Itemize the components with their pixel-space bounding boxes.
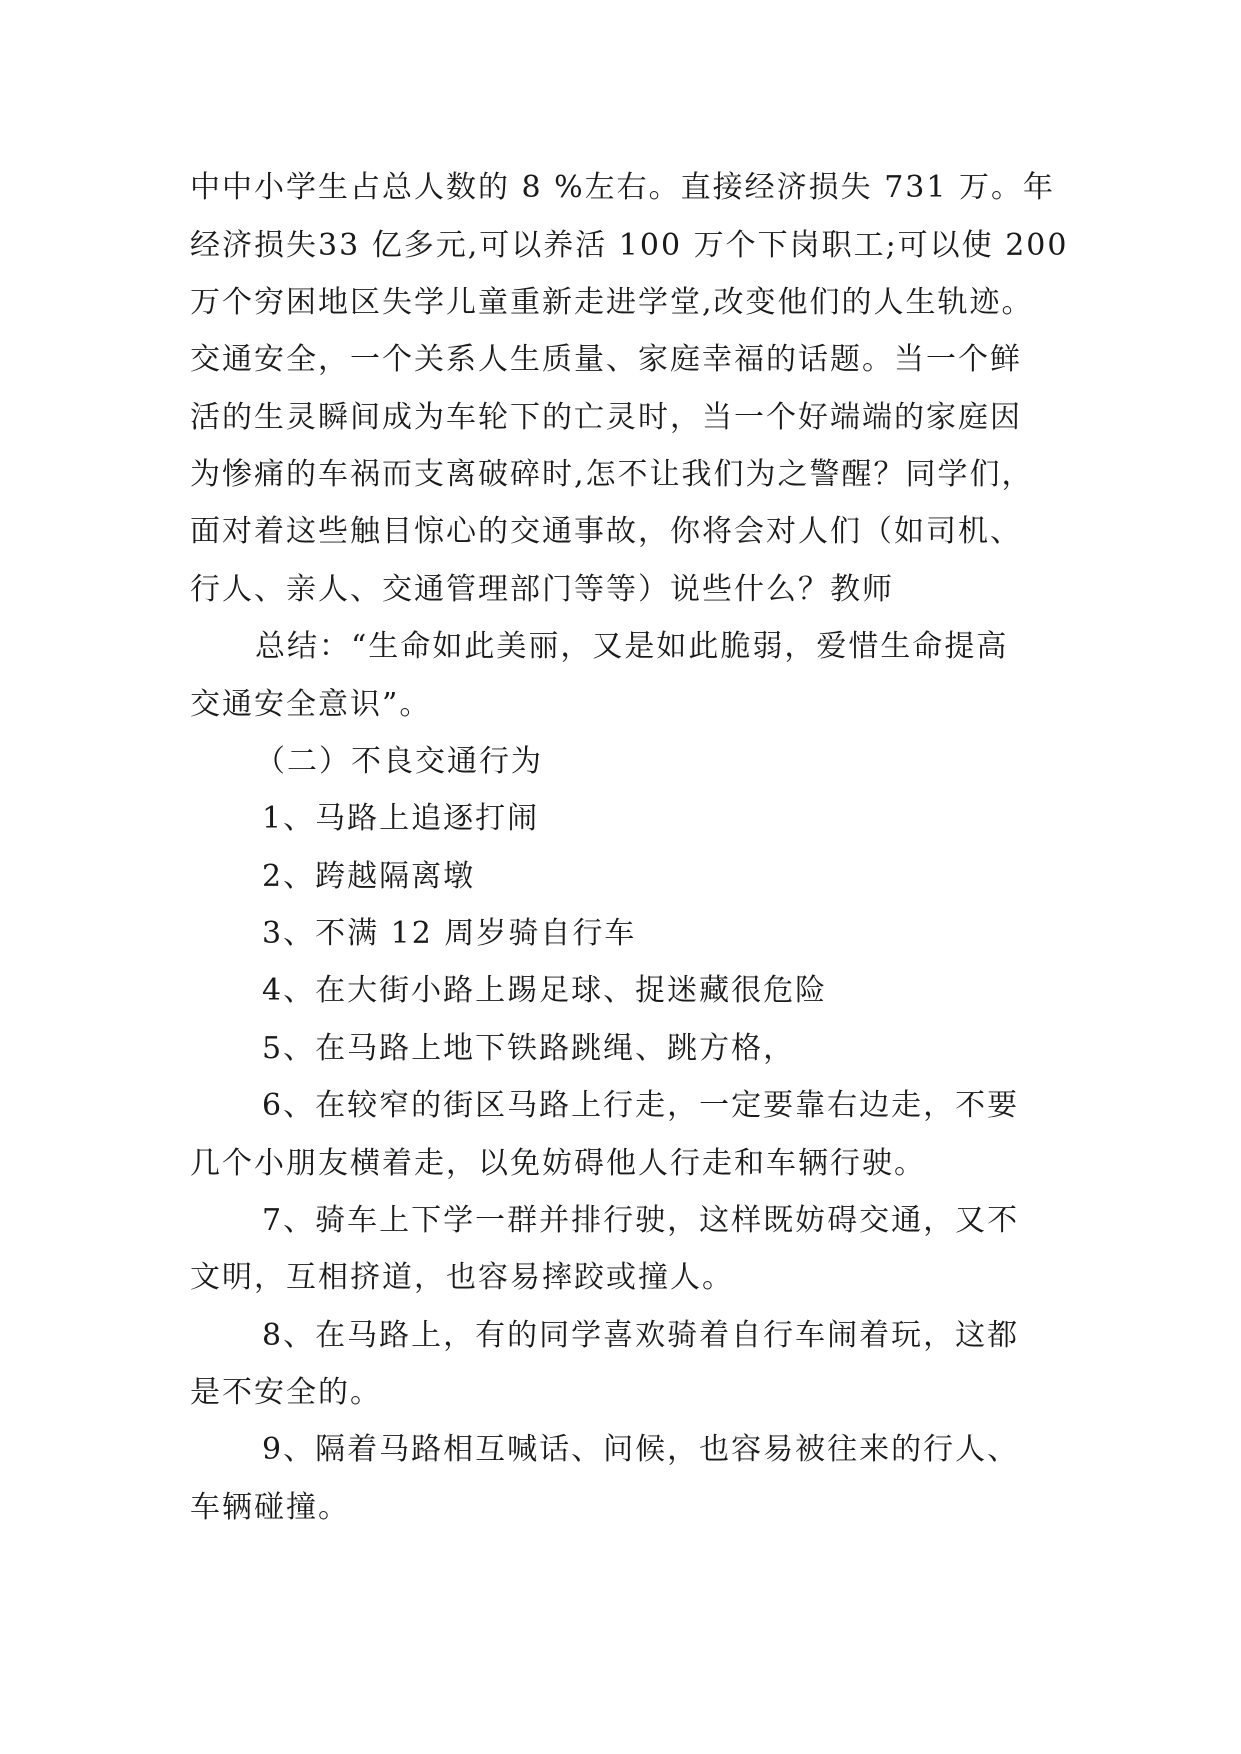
list-item: 4、在大街小路上踢足球、捉迷藏很危险 bbox=[262, 973, 828, 1008]
list-item: 7、骑车上下学一群并排行驶，这样既妨碍交通，又不 bbox=[262, 1203, 1020, 1238]
text-line: 总结：“生命如此美丽，又是如此脆弱，爱惜生命提高 bbox=[255, 629, 1009, 664]
text-line: 车辆碰撞。 bbox=[190, 1490, 350, 1525]
list-item: 2、跨越隔离墩 bbox=[262, 859, 476, 894]
text-line: 万个穷困地区失学儿童重新走进学堂,改变他们的人生轨迹。 bbox=[190, 285, 1034, 320]
text-line: 交通安全意识”。 bbox=[190, 687, 432, 722]
text-line: 面对着这些触目惊心的交通事故，你将会对人们（如司机、 bbox=[190, 514, 1022, 549]
list-item: 1、马路上追逐打闹 bbox=[262, 801, 540, 836]
text-line: 活的生灵瞬间成为车轮下的亡灵时，当一个好端端的家庭因 bbox=[190, 400, 1022, 435]
list-item: 3、不满 12 周岁骑自行车 bbox=[262, 916, 637, 951]
text-line: 交通安全，一个关系人生质量、家庭幸福的话题。当一个鲜 bbox=[190, 342, 1022, 377]
list-item: 6、在较窄的街区马路上行走，一定要靠右边走，不要 bbox=[262, 1088, 1020, 1123]
text-line: 是不安全的。 bbox=[190, 1375, 382, 1410]
list-item: 9、隔着马路相互喊话、问候，也容易被往来的行人、 bbox=[262, 1432, 1020, 1467]
section-heading: （二）不良交通行为 bbox=[255, 744, 543, 779]
text-line: 经济损失33 亿多元,可以养活 100 万个下岗职工;可以使 200 bbox=[190, 228, 1069, 263]
text-line: 文明，互相挤道，也容易摔跤或撞人。 bbox=[190, 1260, 734, 1295]
text-line: 行人、亲人、交通管理部门等等）说些什么？教师 bbox=[190, 572, 894, 607]
list-item: 5、在马路上地下铁路跳绳、跳方格， bbox=[262, 1031, 796, 1066]
text-line: 为惨痛的车祸而支离破碎时,怎不让我们为之警醒？同学们， bbox=[190, 457, 1034, 492]
list-item: 8、在马路上，有的同学喜欢骑着自行车闹着玩，这都 bbox=[262, 1318, 1020, 1353]
text-line: 几个小朋友横着走，以免妨碍他人行走和车辆行驶。 bbox=[190, 1146, 926, 1181]
text-line: 中中小学生占总人数的 8 %左右。直接经济损失 731 万。年 bbox=[190, 170, 1055, 205]
